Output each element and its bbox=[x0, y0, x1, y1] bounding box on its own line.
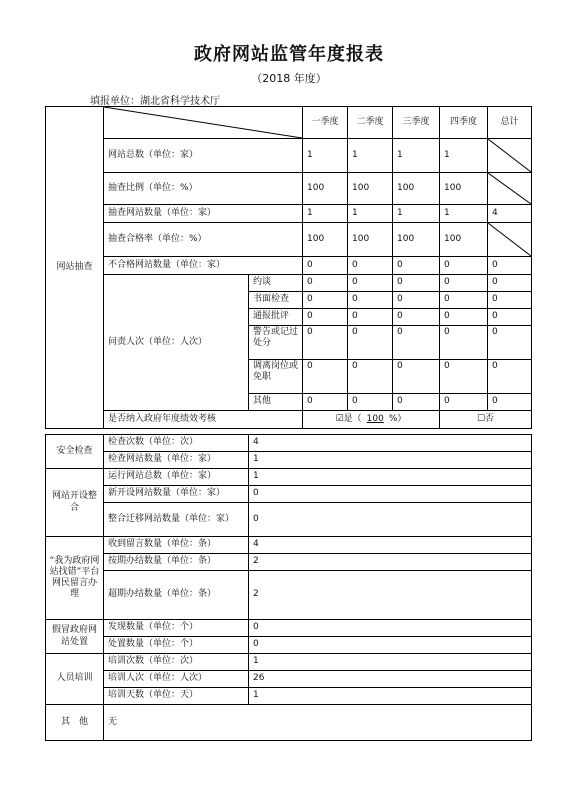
diagonal-line bbox=[488, 173, 531, 204]
yes-text: 是（ bbox=[343, 413, 362, 424]
performance-no bbox=[440, 411, 532, 429]
cell-q2: 100 bbox=[348, 223, 393, 257]
cell-q1: 0 bbox=[303, 394, 348, 411]
cell-q3: 0 bbox=[393, 309, 440, 326]
performance-yes bbox=[303, 411, 440, 429]
cell-q4: 0 bbox=[440, 326, 488, 360]
other-value: 无 bbox=[104, 705, 532, 741]
report-table bbox=[45, 106, 532, 429]
cell-q3: 0 bbox=[393, 326, 440, 360]
cell-q2: 0 bbox=[348, 394, 393, 411]
cell-total: 0 bbox=[488, 360, 532, 394]
row-fake-handled bbox=[46, 637, 532, 654]
sub-label: 约谈 bbox=[249, 275, 303, 292]
row-value: 4 bbox=[249, 435, 532, 452]
section-errors: “我为政府网站找错”平台网民留言办理 bbox=[46, 537, 104, 620]
row-value: 26 bbox=[249, 671, 532, 688]
cell-q1: 100 bbox=[303, 173, 348, 205]
row-value: 2 bbox=[249, 554, 532, 571]
row-value: 1 bbox=[249, 654, 532, 671]
row-value: 0 bbox=[249, 637, 532, 654]
cell-total: 0 bbox=[488, 275, 532, 292]
report-year: （2018 年度） bbox=[251, 72, 327, 85]
row-value: 0 bbox=[249, 486, 532, 503]
cell-q3: 100 bbox=[393, 173, 440, 205]
row-sample-ratio bbox=[46, 173, 532, 205]
section-opening: 网站开设整合 bbox=[46, 469, 104, 537]
row-label: 发现数量（单位：个） bbox=[104, 620, 249, 637]
sub-label: 通报批评 bbox=[249, 309, 303, 326]
row-opening-new bbox=[46, 486, 532, 503]
row-label: 检查网站数量（单位：家） bbox=[104, 452, 249, 469]
cell-total: 0 bbox=[488, 394, 532, 411]
row-performance bbox=[46, 411, 532, 429]
section-monitor: 网站抽查 bbox=[46, 107, 104, 429]
cell-q4: 0 bbox=[440, 309, 488, 326]
cell-q4: 1 bbox=[440, 139, 488, 173]
cell-q1: 0 bbox=[303, 292, 348, 309]
header-total: 总计 bbox=[488, 107, 532, 139]
section-training: 人员培训 bbox=[46, 654, 104, 705]
row-pass-rate bbox=[46, 223, 532, 257]
cell-q2: 0 bbox=[348, 309, 393, 326]
cell-q4: 0 bbox=[440, 292, 488, 309]
no-checkbox[interactable]: ☐ bbox=[476, 413, 486, 424]
header-q2: 二季度 bbox=[348, 107, 393, 139]
cell-total-empty bbox=[488, 139, 532, 173]
section-safety: 安全检查 bbox=[46, 435, 104, 469]
cell-q1: 0 bbox=[303, 326, 348, 360]
diagonal-line bbox=[104, 107, 302, 138]
cell-q2: 1 bbox=[348, 139, 393, 173]
cell-q2: 1 bbox=[348, 205, 393, 223]
row-label: 收到留言数量（单位：条） bbox=[104, 537, 249, 554]
cell-q4: 1 bbox=[440, 205, 488, 223]
performance-label: 是否纳入政府年度绩效考核 bbox=[104, 411, 303, 429]
row-value: 1 bbox=[249, 452, 532, 469]
cell-q3: 0 bbox=[393, 394, 440, 411]
row-accountability-talk bbox=[46, 275, 532, 292]
cell-q1: 100 bbox=[303, 223, 348, 257]
row-opening-total bbox=[46, 469, 532, 486]
diagonal-line bbox=[488, 223, 531, 256]
header-row bbox=[46, 107, 532, 139]
row-label: 抽查合格率（单位：%） bbox=[104, 223, 303, 257]
cell-q4: 100 bbox=[440, 173, 488, 205]
row-label: 培训次数（单位：次） bbox=[104, 654, 249, 671]
row-sampled-sites bbox=[46, 205, 532, 223]
row-total-sites bbox=[46, 139, 532, 173]
row-fake-found bbox=[46, 620, 532, 637]
row-errors-ontime bbox=[46, 554, 532, 571]
cell-q4: 0 bbox=[440, 394, 488, 411]
header-diagonal-cell bbox=[104, 107, 303, 139]
row-label: 处置数量（单位：个） bbox=[104, 637, 249, 654]
section-fake: 假冒政府网站处置 bbox=[46, 620, 104, 654]
cell-q4: 0 bbox=[440, 257, 488, 275]
cell-q2: 0 bbox=[348, 257, 393, 275]
header-q4: 四季度 bbox=[440, 107, 488, 139]
cell-q3: 1 bbox=[393, 205, 440, 223]
row-opening-migrate bbox=[46, 503, 532, 537]
diagonal-line bbox=[488, 139, 531, 172]
row-training-days bbox=[46, 688, 532, 705]
filing-unit: 填报单位：湖北省科学技术厅 bbox=[90, 96, 220, 107]
row-label: 抽查网站数量（单位：家） bbox=[104, 205, 303, 223]
header-q1: 一季度 bbox=[303, 107, 348, 139]
cell-q1: 0 bbox=[303, 275, 348, 292]
cell-q3: 1 bbox=[393, 139, 440, 173]
sub-label: 其他 bbox=[249, 394, 303, 411]
accountability-label: 问责人次（单位：人次） bbox=[104, 275, 249, 411]
header-q3: 三季度 bbox=[393, 107, 440, 139]
cell-q3: 0 bbox=[393, 275, 440, 292]
row-label: 新开设网站数量（单位：家） bbox=[104, 486, 249, 503]
row-label: 运行网站总数（单位：家） bbox=[104, 469, 249, 486]
cell-q4: 100 bbox=[440, 223, 488, 257]
cell-q3: 0 bbox=[393, 360, 440, 394]
row-value: 4 bbox=[249, 537, 532, 554]
row-other bbox=[46, 705, 532, 741]
cell-total: 0 bbox=[488, 309, 532, 326]
cell-q1: 0 bbox=[303, 257, 348, 275]
report-table-lower bbox=[45, 434, 532, 741]
yes-percent-value: 100 bbox=[366, 413, 384, 424]
cell-q2: 0 bbox=[348, 292, 393, 309]
cell-q1: 0 bbox=[303, 309, 348, 326]
row-label: 按期办结数量（单位：条） bbox=[104, 554, 249, 571]
yes-checkbox[interactable]: ☑ bbox=[335, 413, 344, 424]
row-label: 检查次数（单位：次） bbox=[104, 435, 249, 452]
cell-total: 4 bbox=[488, 205, 532, 223]
row-safety-sites bbox=[46, 452, 532, 469]
cell-q4: 0 bbox=[440, 360, 488, 394]
row-safety-count bbox=[46, 435, 532, 452]
cell-q1: 1 bbox=[303, 139, 348, 173]
sub-label: 书面检查 bbox=[249, 292, 303, 309]
row-value: 2 bbox=[249, 571, 532, 620]
row-failed-sites bbox=[46, 257, 532, 275]
row-value: 1 bbox=[249, 469, 532, 486]
sub-label: 调离岗位或免职 bbox=[249, 360, 303, 394]
row-label: 抽查比例（单位：%） bbox=[104, 173, 303, 205]
cell-q2: 0 bbox=[348, 275, 393, 292]
row-label: 网站总数（单位：家） bbox=[104, 139, 303, 173]
row-value: 1 bbox=[249, 688, 532, 705]
cell-q1: 0 bbox=[303, 360, 348, 394]
report-title: 政府网站监管年度报表 bbox=[194, 44, 384, 65]
row-training-people bbox=[46, 671, 532, 688]
cell-q3: 0 bbox=[393, 257, 440, 275]
yes-unit: %） bbox=[388, 413, 407, 424]
cell-total-empty bbox=[488, 223, 532, 257]
row-label: 培训天数（单位：天） bbox=[104, 688, 249, 705]
section-other: 其 他 bbox=[46, 705, 104, 741]
cell-q2: 100 bbox=[348, 173, 393, 205]
row-label: 培训人次（单位：人次） bbox=[104, 671, 249, 688]
row-value: 0 bbox=[249, 503, 532, 537]
row-value: 0 bbox=[249, 620, 532, 637]
cell-q2: 0 bbox=[348, 360, 393, 394]
row-label: 不合格网站数量（单位：家） bbox=[104, 257, 303, 275]
cell-q1: 1 bbox=[303, 205, 348, 223]
cell-total: 0 bbox=[488, 326, 532, 360]
row-label: 超期办结数量（单位：条） bbox=[104, 571, 249, 620]
cell-total: 0 bbox=[488, 292, 532, 309]
row-training-count bbox=[46, 654, 532, 671]
cell-q3: 100 bbox=[393, 223, 440, 257]
sub-label: 警告或记过处分 bbox=[249, 326, 303, 360]
row-label: 整合迁移网站数量（单位：家） bbox=[104, 503, 249, 537]
cell-q3: 0 bbox=[393, 292, 440, 309]
no-text: 否 bbox=[485, 413, 495, 424]
cell-total: 0 bbox=[488, 257, 532, 275]
cell-total-empty bbox=[488, 173, 532, 205]
row-errors-received bbox=[46, 537, 532, 554]
cell-q4: 0 bbox=[440, 275, 488, 292]
row-errors-overdue bbox=[46, 571, 532, 620]
cell-q2: 0 bbox=[348, 326, 393, 360]
